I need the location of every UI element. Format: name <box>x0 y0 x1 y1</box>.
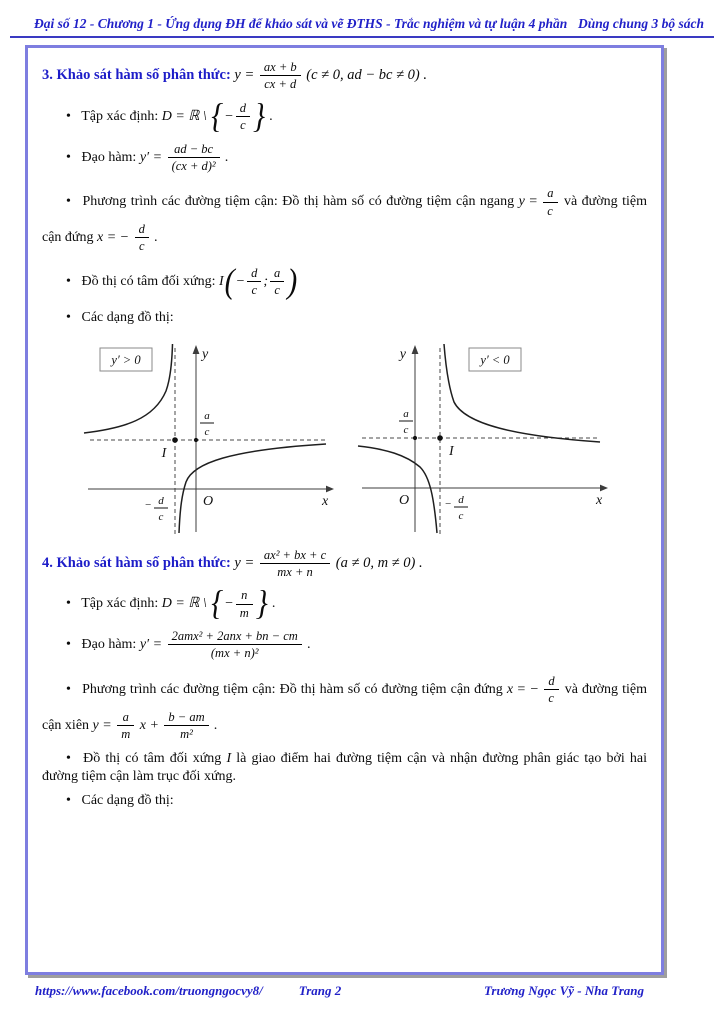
bullet-icon: • <box>66 637 71 653</box>
x-axis-label: x <box>595 492 602 508</box>
header-edition: Dùng chung 3 bộ sách <box>577 16 704 31</box>
origin-label: O <box>202 493 213 509</box>
page-header <box>10 16 714 38</box>
bullet-icon: • <box>66 309 71 325</box>
minus-d-over-c-label <box>144 495 168 523</box>
svg-text:d: d <box>457 493 464 506</box>
sec3-domain <box>42 97 647 136</box>
svg-text:−: − <box>143 498 152 511</box>
sec4-symmetry-line2: đường tiệm cận làm trục đối xứng. <box>42 769 237 785</box>
svg-text:a: a <box>203 409 210 422</box>
bullet-icon: • <box>66 751 71 767</box>
sec3-center-math: I(− $\frac{d}{c}$ ; $\frac{a}{c}$ ) <box>218 262 298 301</box>
svg-text:d: d <box>157 494 164 507</box>
footer-facebook-link[interactable]: https://www.facebook.com/truongngocvy8/ <box>35 983 263 998</box>
section-4-heading <box>42 548 647 580</box>
bullet-icon: • <box>66 273 71 289</box>
center-point-dot <box>437 435 443 441</box>
origin-label: O <box>398 492 409 508</box>
section-3-heading <box>42 60 647 92</box>
section-4-formula: y = $\frac{\text{ax² + bx + c}}{mx + n}$ (a ≠ 0, m ≠ 0) . <box>234 547 423 579</box>
svg-text:−: − <box>443 497 452 510</box>
sec3-derivative-label: Đạo hàm: <box>81 149 137 165</box>
x-axis-arrow-icon <box>600 484 608 491</box>
sec3-domain-label: Tập xác định: <box>81 108 159 124</box>
sec3-symmetry-center <box>42 262 647 301</box>
sec3-shapes: • Các dạng đồ thị: <box>66 309 174 325</box>
sec4-asymptote-line1: • Phương trình các đường tiệm cận: Đồ thị hàm số có đường tiệm cận đứng x = − $\frac{d}{c}$ và đường tiệm <box>66 673 647 706</box>
section-3-title: 3. Khảo sát hàm số phân thức: <box>42 67 231 84</box>
content-box <box>25 45 664 975</box>
ac-axis-dot <box>412 435 416 439</box>
bullet-icon: • <box>66 149 71 165</box>
y-axis-arrow-icon <box>411 345 418 354</box>
slope-badge: y′ > 0 <box>110 352 141 367</box>
ac-axis-dot <box>193 437 197 441</box>
center-point-symbol: I <box>226 751 232 767</box>
header-title: Đại số 12 - Chương 1 - Ứng dụng ĐH để khảo sát và vẽ ĐTHS - Trắc nghiệm và tự luận 4 phần <box>34 16 568 31</box>
bullet-icon: • <box>66 681 71 697</box>
graph-y-prime-positive <box>80 336 336 536</box>
sec3-domain-math: D = ℝ \ {− $\frac{d}{c}$ } . <box>161 97 273 136</box>
a-over-c-label <box>399 408 413 436</box>
sec4-asymptote-math2: y = $\frac{a}{m}$ x + $\frac{b - am}{\text{m²}}$ . <box>92 709 218 741</box>
sec4-domain-label: Tập xác định: <box>81 596 159 612</box>
bullet-icon: • <box>66 108 71 124</box>
bullet-icon: • <box>66 793 71 809</box>
y-axis-label: y <box>201 346 208 362</box>
curve-upper-right-branch <box>444 344 600 442</box>
graph-row <box>42 336 647 536</box>
sec3-asymptote-line1: • Phương trình các đường tiệm cận: Đồ thị hàm số có đường tiệm cận ngang y = $\frac{a}{c}$ và đường tiệm <box>66 186 648 218</box>
bullet-icon: • <box>66 194 71 210</box>
x-axis-label: x <box>321 493 328 509</box>
center-point-dot <box>172 437 178 443</box>
graph-y-prime-negative <box>354 336 610 536</box>
sec4-symmetry-line1: • Đồ thị có tâm đối xứng I là giao điểm hai đường tiệm cận và nhận đường phân giác tạo bởi hai <box>66 751 648 767</box>
section-3-formula: y = $\frac{ax + b}{cx + d}$ (c ≠ 0, ad − bc ≠ 0) . <box>234 60 427 92</box>
sec4-asymptote-math1: x = − $\frac{d}{c}$ <box>507 674 561 706</box>
svg-text:c: c <box>204 425 209 438</box>
curve-lower-left-branch <box>358 446 437 533</box>
sec4-domain <box>42 584 647 623</box>
sec4-derivative-label: Đạo hàm: <box>81 637 137 653</box>
sec3-derivative <box>42 142 647 174</box>
svg-text:a: a <box>402 407 409 420</box>
minus-d-over-c-label <box>444 494 468 522</box>
y-axis-label: y <box>399 346 406 362</box>
sec3-center-label: Đồ thị có tâm đối xứng: <box>81 273 216 289</box>
sec3-derivative-math: y′ = $\frac{ad - bc}{\text{(cx + d)²}}$ . <box>139 141 229 173</box>
y-axis-arrow-icon <box>192 345 199 354</box>
sec4-domain-math: D = ℝ \ {− $\frac{n}{m}$ } . <box>161 584 276 623</box>
a-over-c-label <box>200 410 214 438</box>
footer-page-number: Trang 2 <box>298 983 342 998</box>
section-4-title: 4. Khảo sát hàm số phân thức: <box>42 554 231 571</box>
page-footer <box>0 983 724 1007</box>
svg-text:c: c <box>458 509 463 522</box>
footer-author: Trương Ngọc Vỹ - Nha Trang <box>483 983 644 998</box>
sec3-asymptote-line2: cận đứng x = − $\frac{d}{c}$ . <box>42 222 158 254</box>
center-point-label: I <box>161 445 166 461</box>
sec4-derivative <box>42 629 647 661</box>
sec4-shapes: • Các dạng đồ thị: <box>66 793 174 809</box>
x-axis-arrow-icon <box>326 485 334 492</box>
svg-text:c: c <box>158 510 163 523</box>
bullet-icon: • <box>66 596 71 612</box>
svg-text:c: c <box>403 423 408 436</box>
slope-badge: y′ < 0 <box>479 352 510 367</box>
center-point-label: I <box>448 443 454 459</box>
sec3-asymptote-math2: x = − $\frac{d}{c}$ . <box>97 222 158 254</box>
sec3-asymptote-math1: y = $\frac{a}{c}$ <box>519 186 560 218</box>
sec4-derivative-math: y′ = $\frac{\text{2amx² + 2anx + bn − cm}}{\text{(mx + n)²}}$ . <box>139 629 311 661</box>
sec4-asymptote-line2: cận xiên y = $\frac{a}{m}$ x + $\frac{b - am}{\text{m²}}$ . <box>42 709 218 741</box>
